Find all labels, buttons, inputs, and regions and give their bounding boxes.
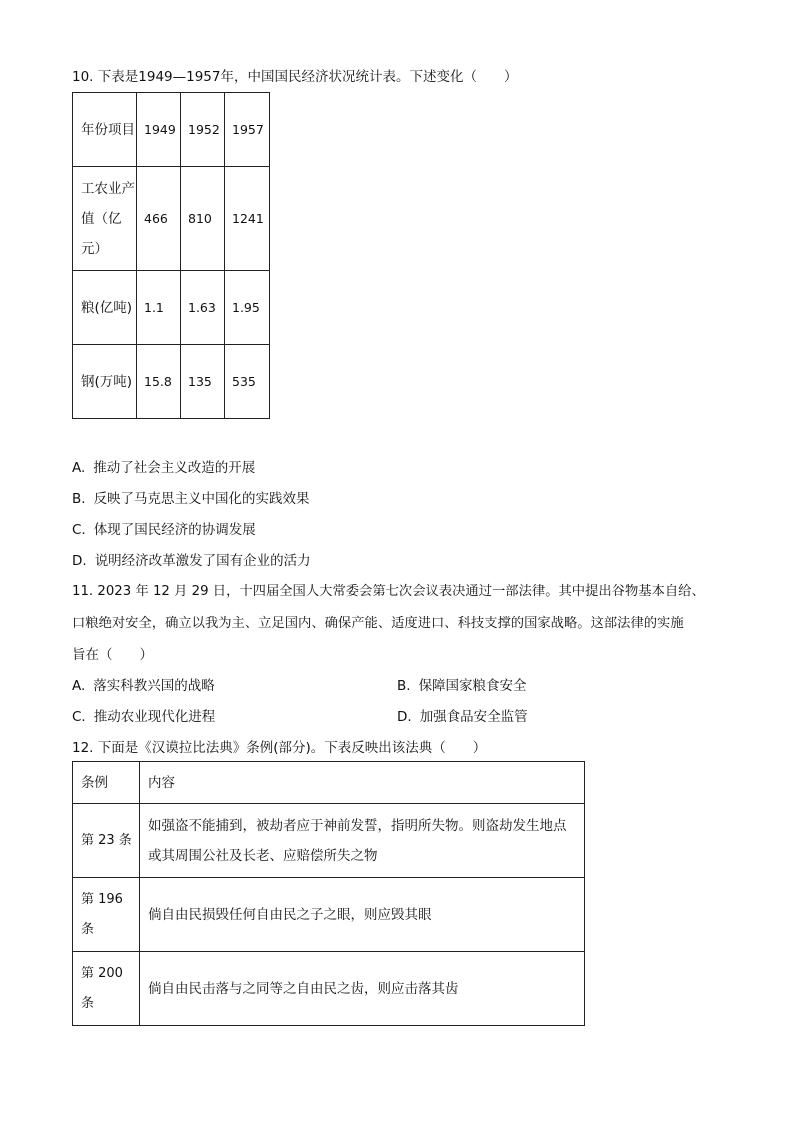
table-cell: 466 <box>137 167 181 271</box>
table-row <box>73 167 270 271</box>
q11-option-d <box>397 705 528 725</box>
table-cell: 钢(万吨) <box>73 345 137 419</box>
table-cell: 15.8 <box>137 345 181 419</box>
table-cell: 1.1 <box>137 271 181 345</box>
question-12-stem: 12. 下面是《汉谟拉比法典》条例(部分)。下表反映出该法典（ ） <box>72 740 487 756</box>
table-header-cell: 条例 <box>73 762 140 804</box>
table-header-row <box>73 762 585 804</box>
option-text: 加强食品安全监管 <box>419 709 528 725</box>
table-cell: 粮(亿吨) <box>73 271 137 345</box>
option-label: A. <box>72 460 86 476</box>
table-row <box>73 952 585 1026</box>
table-cell: 倘自由民损毁任何自由民之子之眼，则应毁其眼 <box>140 878 585 952</box>
q10-option-b <box>72 487 310 507</box>
table-header-cell: 年份项目 <box>73 93 137 167</box>
table-header-cell: 1952 <box>181 93 225 167</box>
table-header-row <box>73 93 270 167</box>
option-label: A. <box>72 678 86 694</box>
table-cell: 如强盗不能捕到，被劫者应于神前发誓，指明所失物。则盗劫发生地点或其周围公社及长老、应赔偿所失之物 <box>140 804 585 878</box>
option-label: C. <box>72 709 86 725</box>
table-cell: 810 <box>181 167 225 271</box>
table-cell: 工农业产值（亿元） <box>73 167 137 271</box>
table-cell: 第 23 条 <box>73 804 140 878</box>
economy-stats-table <box>72 92 270 419</box>
table-cell: 第 196 条 <box>73 878 140 952</box>
table-header-cell: 1957 <box>225 93 270 167</box>
q10-option-d <box>72 549 311 569</box>
question-11-stem-line2: 口粮绝对安全，确立以我为主、立足国内、确保产能、适度进口、科技支撑的国家战略。这部法律的实施 <box>72 616 684 631</box>
q11-option-c <box>72 705 215 725</box>
option-label: B. <box>397 678 411 694</box>
table-cell: 第 200 条 <box>73 952 140 1026</box>
table-cell: 535 <box>225 345 270 419</box>
q10-option-c <box>72 518 256 538</box>
hammurabi-code-table <box>72 761 585 1026</box>
q11-option-a <box>72 674 215 694</box>
table-cell: 1.63 <box>181 271 225 345</box>
table-cell: 135 <box>181 345 225 419</box>
option-text: 体现了国民经济的协调发展 <box>93 522 256 538</box>
option-text: 说明经济改革激发了国有企业的活力 <box>94 553 311 569</box>
option-label: B. <box>72 491 86 507</box>
option-text: 推动了社会主义改造的开展 <box>93 460 256 476</box>
table-cell: 1.95 <box>225 271 270 345</box>
option-text: 反映了马克思主义中国化的实践效果 <box>93 491 310 507</box>
table-cell: 1241 <box>225 167 270 271</box>
table-row <box>73 878 585 952</box>
table-header-cell: 1949 <box>137 93 181 167</box>
question-11-stem-line1: 11. 2023 年 12 月 29 日，十四届全国人大常委会第七次会议表决通过一部法律。其中提出谷物基本自给、 <box>72 584 705 599</box>
table-cell: 倘自由民击落与之同等之自由民之齿，则应击落其齿 <box>140 952 585 1026</box>
table-row <box>73 804 585 878</box>
option-label: D. <box>397 709 412 725</box>
option-text: 推动农业现代化进程 <box>93 709 216 725</box>
table-row <box>73 271 270 345</box>
table-row <box>73 345 270 419</box>
option-label: D. <box>72 553 87 569</box>
option-text: 落实科教兴国的战略 <box>93 678 215 694</box>
q11-option-b <box>397 674 527 694</box>
q10-option-a <box>72 456 255 476</box>
question-11-stem-line3: 旨在（ ） <box>72 647 153 663</box>
option-text: 保障国家粮食安全 <box>418 678 527 694</box>
question-10-stem: 10. 下表是1949—1957年，中国国民经济状况统计表。下述变化（ ） <box>72 69 518 85</box>
option-label: C. <box>72 522 86 538</box>
table-header-cell: 内容 <box>140 762 585 804</box>
